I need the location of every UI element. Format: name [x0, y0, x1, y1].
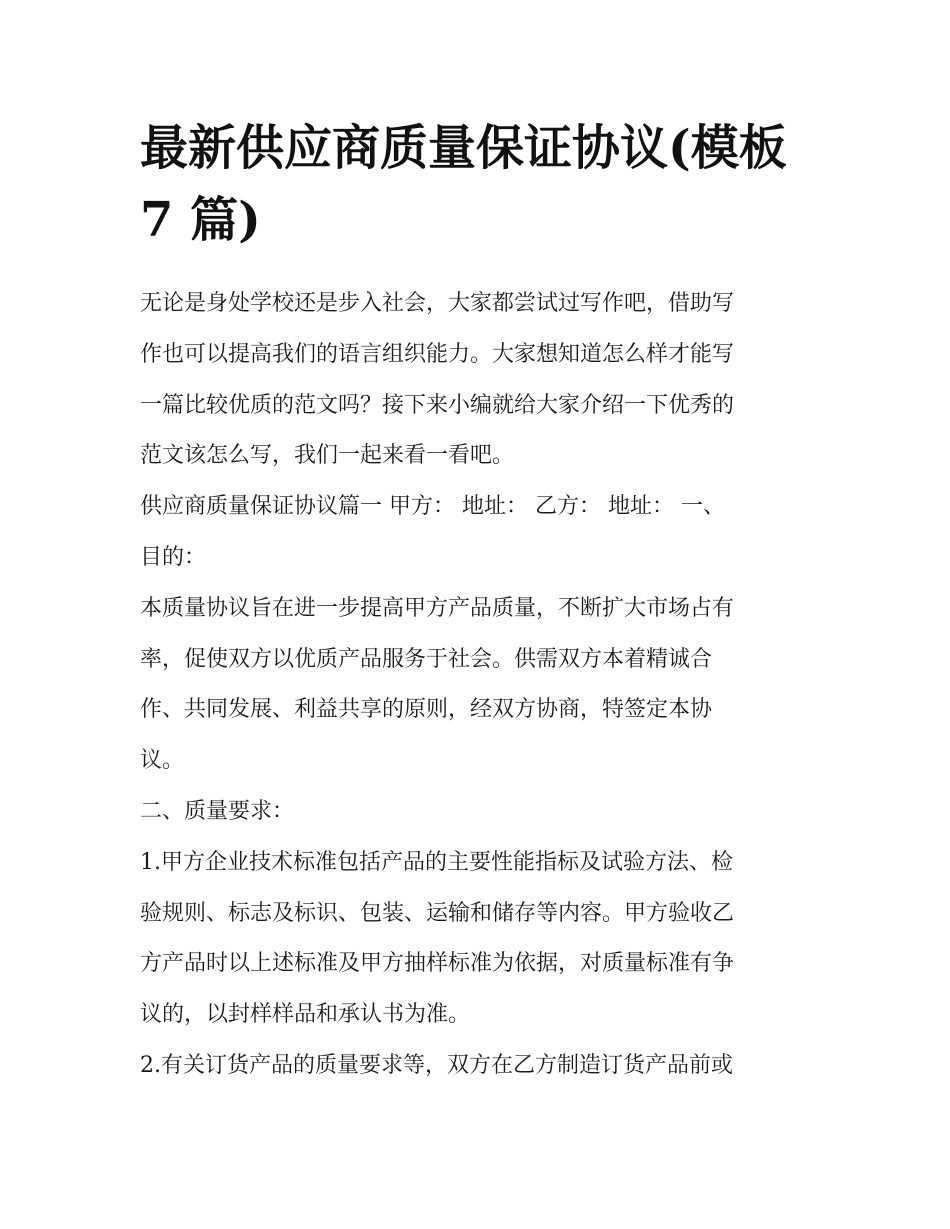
article-heading-paragraph [140, 482, 820, 584]
text-line: 作也可以提高我们的语言组织能力。大家想知道怎么样才能写 [140, 341, 735, 367]
title-line: 最新供应商质量保证协议(模板 [140, 120, 787, 176]
text-line: 议的，以封样样品和承认书为准。 [140, 1002, 471, 1028]
clause-2-paragraph [140, 1041, 820, 1092]
section-heading-quality [140, 787, 820, 838]
title-line: 7 篇) [140, 192, 261, 248]
text-line: 率，促使双方以优质产品服务于社会。供需双方本着精诚合 [140, 646, 713, 672]
text-line: 无论是身处学校还是步入社会，大家都尝试过写作吧，借助写 [140, 291, 735, 316]
text-line: 二、质量要求： [140, 798, 295, 824]
text-line: 1.甲方企业技术标准包括产品的主要性能指标及试验方法、检 [140, 849, 733, 875]
text-line: 议。 [140, 748, 185, 774]
purpose-paragraph [140, 584, 820, 787]
text-line: 一篇比较优质的范文吗？接下来小编就给大家介绍一下优秀的 [140, 392, 735, 418]
text-line: 方产品时以上述标准及甲方抽样标准为依据，对质量标准有争 [140, 951, 735, 977]
text-line: 验规则、标志及标识、包装、运输和储存等内容。甲方验收乙 [140, 900, 735, 926]
document-title [140, 112, 820, 256]
intro-paragraph [140, 279, 820, 482]
text-line: 目的： [140, 544, 207, 570]
text-line: 本质量协议旨在进一步提高甲方产品质量，不断扩大市场占有 [140, 595, 735, 621]
text-line: 供应商质量保证协议篇一 甲方： 地址： 乙方： 地址： 一、 [140, 494, 725, 520]
document-body [140, 279, 820, 1092]
text-line: 2.有关订货产品的质量要求等，双方在乙方制造订货产品前或 [140, 1052, 733, 1078]
text-line: 范文该怎么写，我们一起来看一看吧。 [140, 443, 515, 469]
clause-1-paragraph [140, 838, 820, 1041]
text-line: 作、共同发展、利益共享的原则，经双方协商，特签定本协 [140, 697, 713, 723]
